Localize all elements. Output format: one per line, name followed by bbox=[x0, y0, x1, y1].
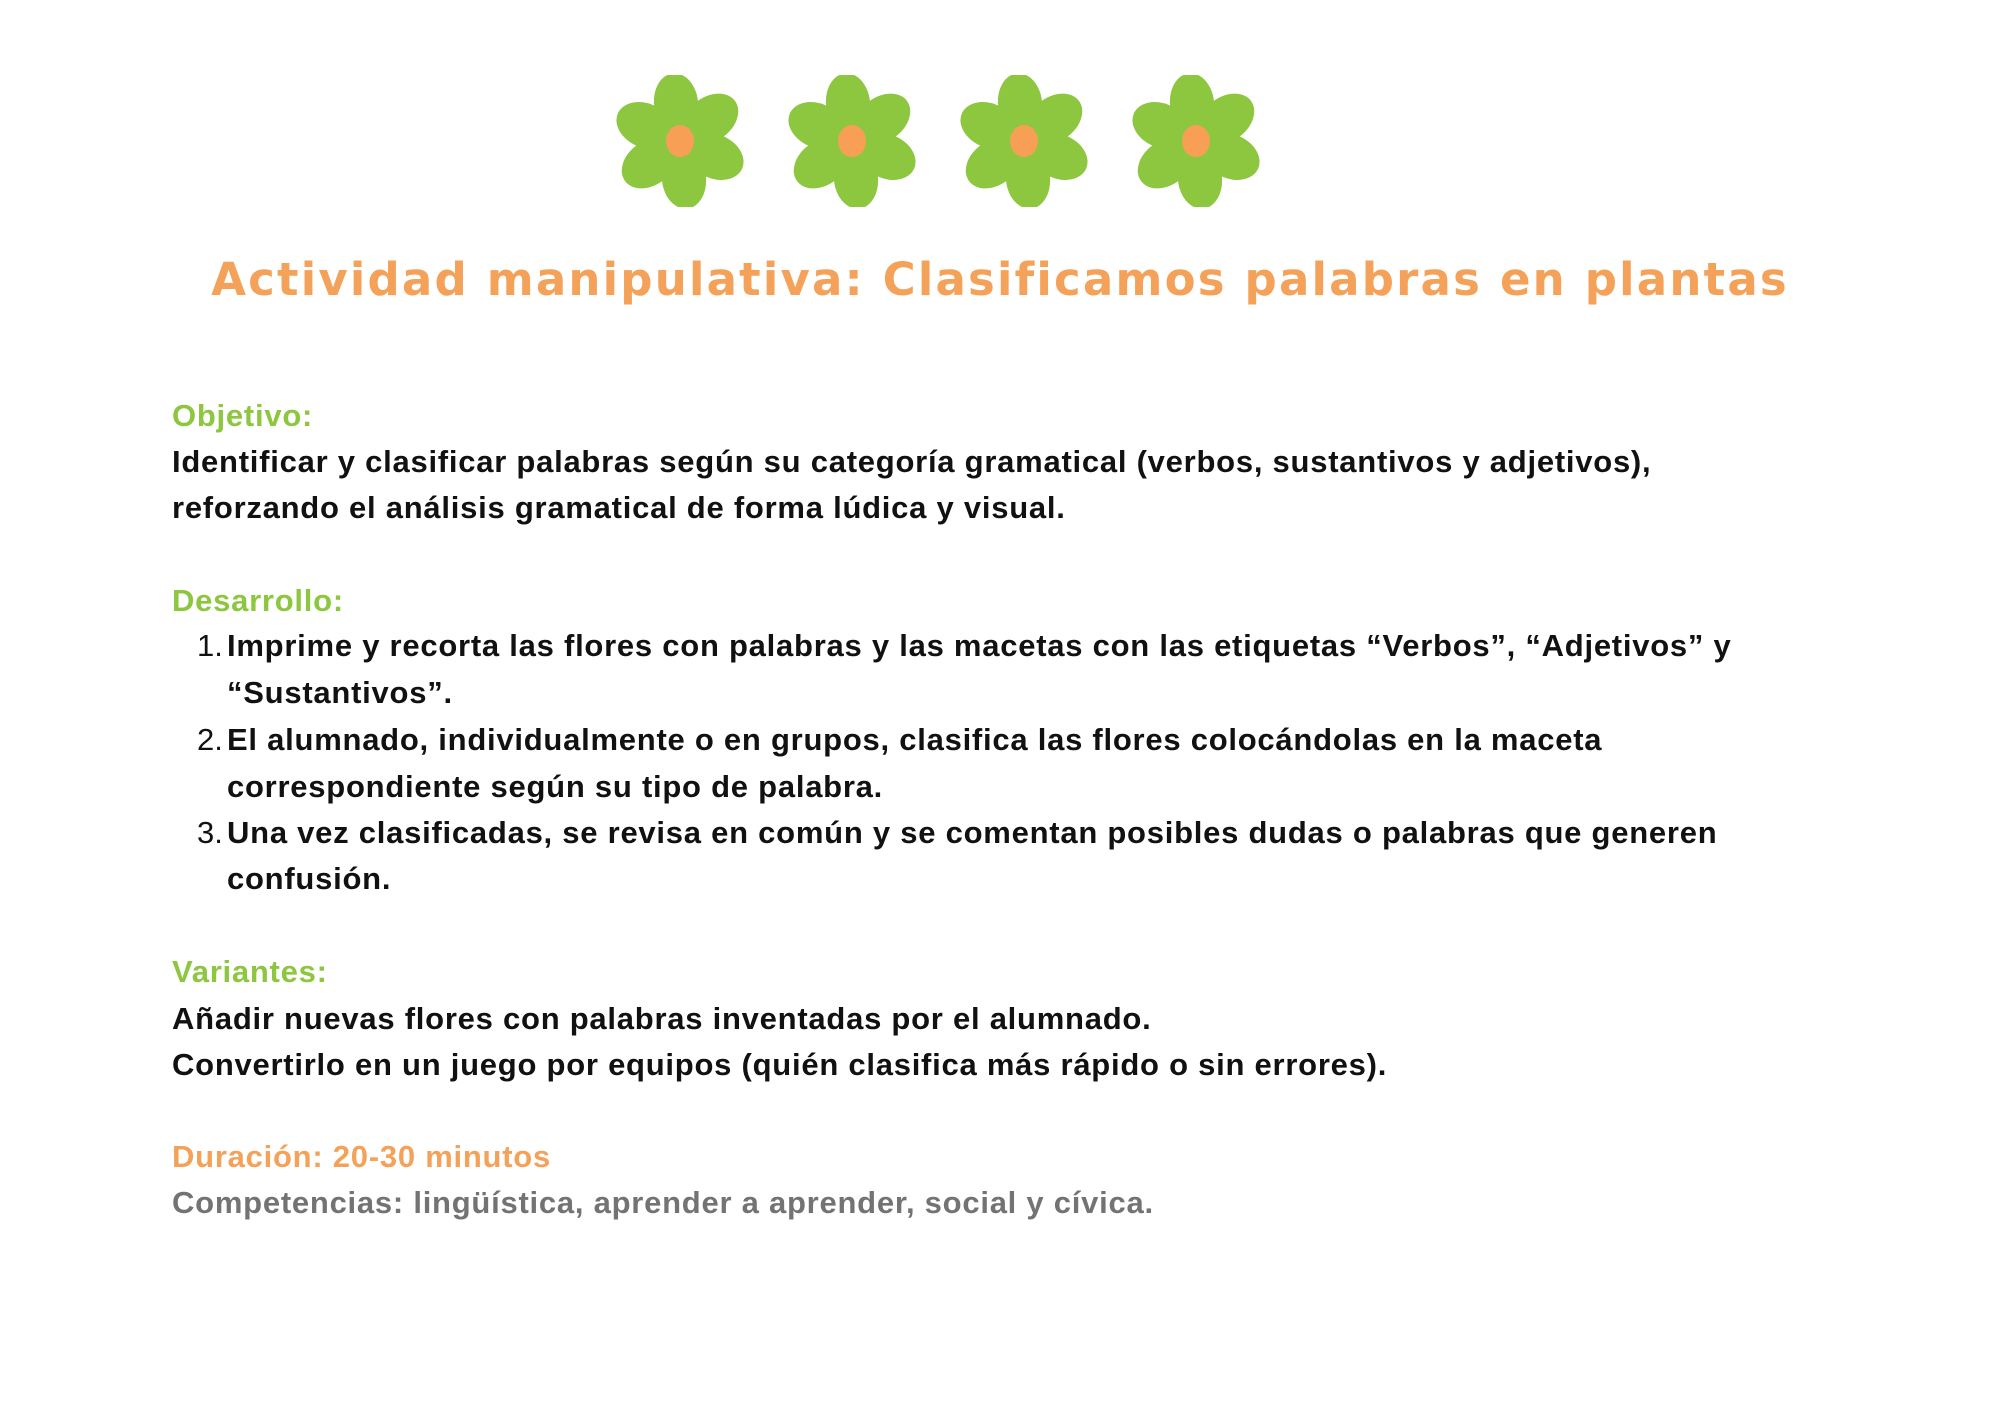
variantes-item: Convertirlo en un juego por equipos (quién clasifica más rápido o sin errores). bbox=[172, 1047, 1388, 1082]
list-item-text-line: correspondiente según su tipo de palabra. bbox=[227, 769, 884, 804]
list-item-text-line: confusión. bbox=[227, 861, 392, 896]
flower-icon bbox=[958, 75, 1090, 207]
flower-icon-svg bbox=[614, 75, 746, 207]
flower-icon-svg bbox=[1130, 75, 1262, 207]
objetivo-heading: Objetivo: bbox=[172, 398, 314, 433]
list-item-text-line: El alumnado, individualmente o en grupos, clasifica las flores colocándolas en la maceta bbox=[227, 722, 1603, 757]
flower-icon bbox=[1130, 75, 1262, 207]
competencias-text: Competencias: lingüística, aprender a aprender, social y cívica. bbox=[172, 1185, 1154, 1220]
list-item-text-line: Imprime y recorta las flores con palabras y las macetas con las etiquetas “Verbos”, “Adjetivos” y bbox=[227, 628, 1732, 663]
list-item-number: 3. bbox=[197, 815, 223, 850]
desarrollo-heading: Desarrollo: bbox=[172, 583, 344, 618]
variantes-heading: Variantes: bbox=[172, 954, 328, 989]
duracion-text: Duración: 20-30 minutos bbox=[172, 1139, 551, 1174]
list-item-number: 2. bbox=[197, 722, 223, 757]
objetivo-text-line-1: Identificar y clasificar palabras según su categoría gramatical (verbos, sustantivos y adjetivos), bbox=[172, 444, 1652, 479]
list-item-text-line: Una vez clasificadas, se revisa en común y se comentan posibles dudas o palabras que generen bbox=[227, 815, 1718, 850]
page-title: Actividad manipulativa: Clasificamos palabras en plantas bbox=[211, 253, 1789, 306]
variantes-item: Añadir nuevas flores con palabras inventadas por el alumnado. bbox=[172, 1001, 1152, 1036]
objetivo-text-line-2: reforzando el análisis gramatical de forma lúdica y visual. bbox=[172, 490, 1066, 525]
list-item-text-line: “Sustantivos”. bbox=[227, 675, 453, 710]
flower-icon bbox=[786, 75, 918, 207]
flower-icon-svg bbox=[958, 75, 1090, 207]
flower-icon bbox=[614, 75, 746, 207]
flower-icon-svg bbox=[786, 75, 918, 207]
list-item-number: 1. bbox=[197, 628, 223, 663]
